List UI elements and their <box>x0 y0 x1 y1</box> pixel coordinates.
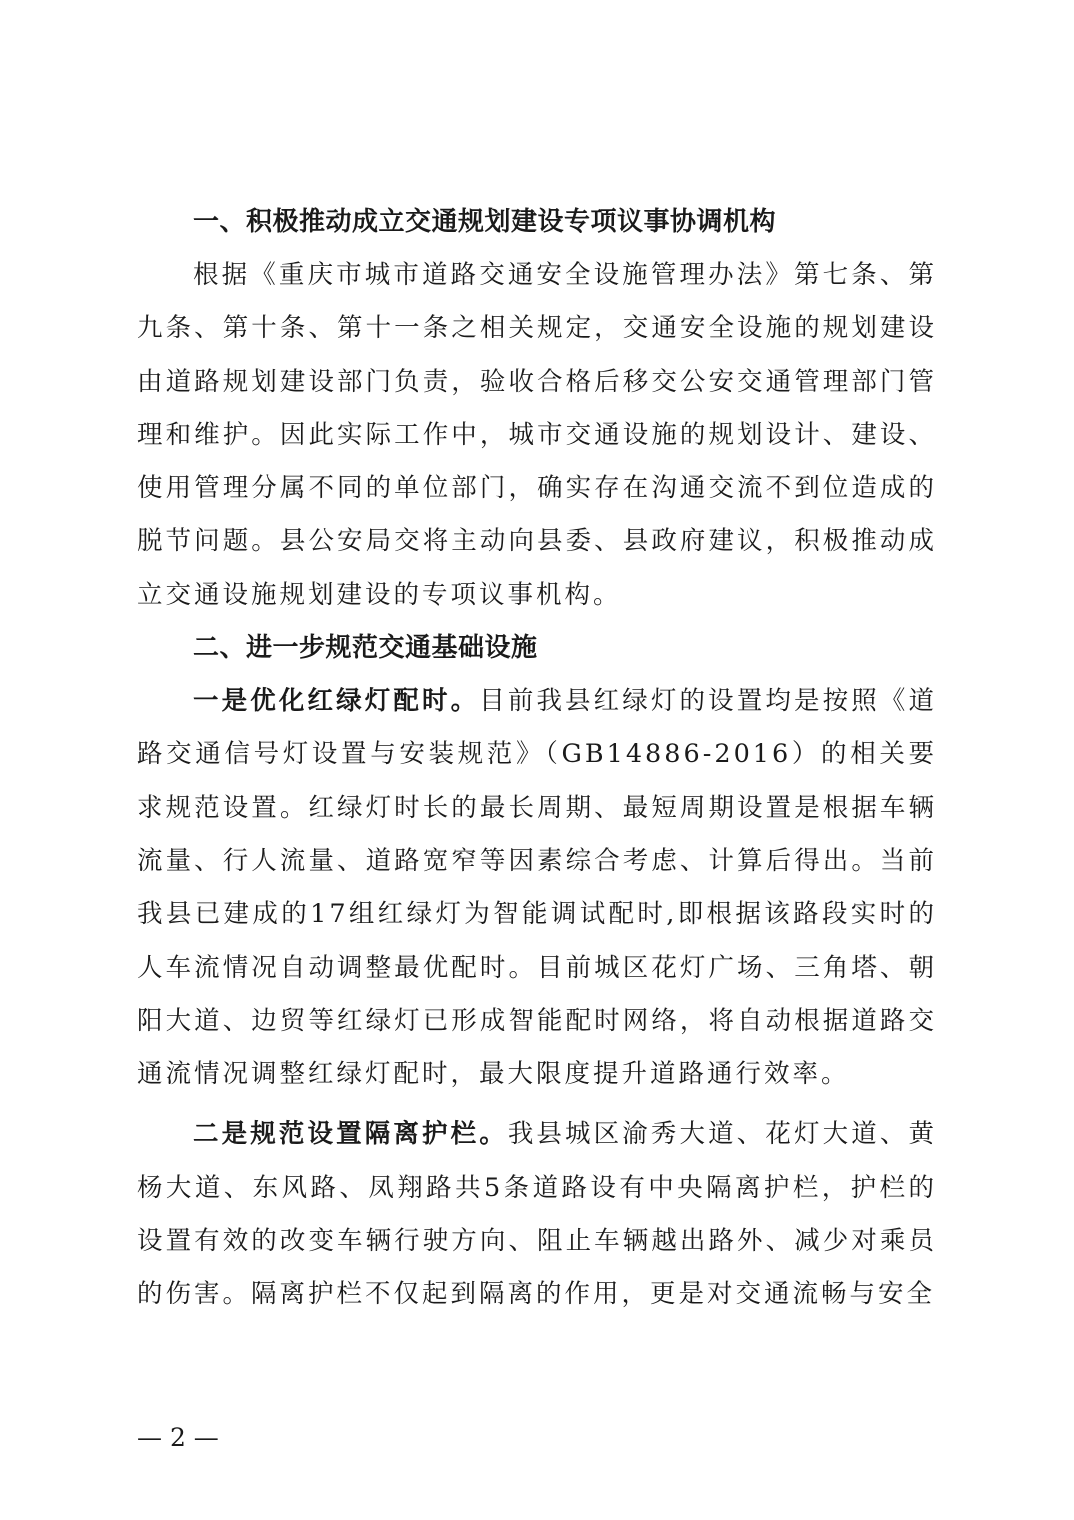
paragraph-3 <box>137 1108 937 1321</box>
section-heading-1: 一、积极推动成立交通规划建设专项议事协调机构 <box>193 207 777 237</box>
paragraph-3-lead: 二是规范设置隔离护栏。 <box>193 1119 508 1150</box>
paragraph-2-text: 目前我县红绿灯的设置均是按照《道路交通信号灯设置与安装规范》（GB14886-2016）的相关要求规范设置。红绿灯时长的最长周期、最短周期设置是根据车辆流量、行人流量、道路宽窄等因素综合考虑、计算后得出。当前我县已建成的17组红绿灯为智能调试配时,即根据该路段实时的人车流情况自动调整最优配时。目前城区花灯广场、三角塔、朝阳大道、边贸等红绿灯已形成智能配时网络，将自动根据道路交通流情况调整红绿灯配时，最大限度提升道路通行效率。 <box>137 686 937 1090</box>
paragraph-3-text: 我县城区渝秀大道、花灯大道、黄杨大道、东风路、凤翔路共5条道路设有中央隔离护栏，护栏的设置有效的改变车辆行驶方向、阻止车辆越出路外、减少对乘员的伤害。隔离护栏不仅起到隔离的作用，更是对交通流畅与安全 <box>137 1119 937 1310</box>
page-number: — 2 — <box>137 1423 219 1452</box>
paragraph-2 <box>137 675 937 1101</box>
paragraph-1-text: 根据《重庆市城市道路交通安全设施管理办法》第七条、第九条、第十条、第十一条之相关规定，交通安全设施的规划建设由道路规划建设部门负责，验收合格后移交公安交通管理部门管理和维护。因此实际工作中，城市交通设施的规划设计、建设、使用管理分属不同的单位部门，确实存在沟通交流不到位造成的脱节问题。县公安局交将主动向县委、县政府建议，积极推动成立交通设施规划建设的专项议事机构。 <box>137 260 937 610</box>
section-heading-2: 二、进一步规范交通基础设施 <box>193 633 538 664</box>
paragraph-2-lead: 一是优化红绿灯配时。 <box>193 686 480 717</box>
document-body <box>137 196 937 1322</box>
paragraph-1 <box>137 249 937 622</box>
